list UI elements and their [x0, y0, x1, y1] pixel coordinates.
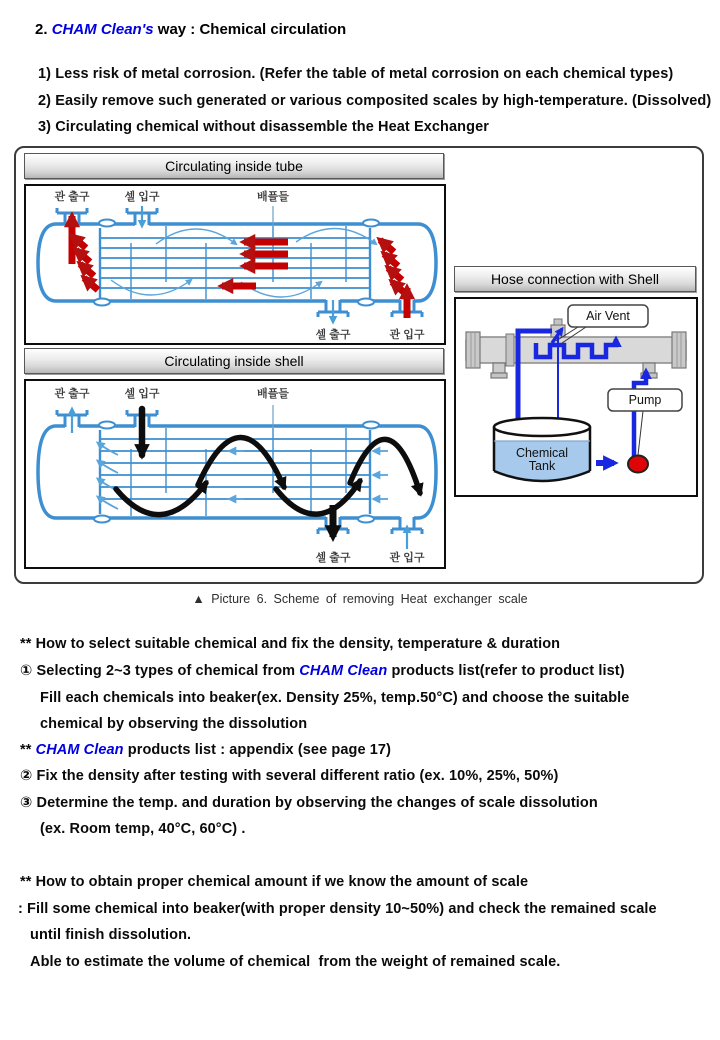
- pump-label: Pump: [628, 393, 662, 407]
- note-post: products list : appendix (see page 17): [123, 742, 392, 758]
- pump-icon: [628, 456, 648, 473]
- page-title: [35, 21, 346, 38]
- bullet-2: 2) Easily remove such generated or various composited scales by high-temperature. (Dissolved): [38, 93, 712, 109]
- figure-panel: [14, 146, 704, 584]
- tube-panel-header: [24, 153, 444, 179]
- title-number: 2.: [35, 21, 52, 38]
- section1-heading: ** How to select suitable chemical and fix the density, temperature & duration: [20, 636, 561, 652]
- section2-line2: until finish dissolution.: [30, 927, 192, 943]
- bullet-3: 3) Circulating chemical without disassemble the Heat Exchanger: [38, 119, 489, 135]
- chemical-tank: [494, 418, 590, 481]
- label-tube-outlet: 관 출구: [54, 191, 90, 203]
- pump-callout: [608, 389, 682, 455]
- shell-diagram: [24, 379, 446, 569]
- shell-panel-title: Circulating inside shell: [164, 353, 304, 369]
- label-tube-inlet: 관 입구: [389, 329, 425, 341]
- section2-heading: ** How to obtain proper chemical amount if we know the amount of scale: [20, 874, 529, 890]
- step-1: [20, 663, 625, 679]
- figure-caption: ▲ Picture 6. Scheme of removing Heat exchanger scale: [192, 592, 528, 606]
- label-baffles: 배플들: [257, 191, 289, 203]
- label-baffles: 배플들: [257, 388, 289, 400]
- label-tube-inlet: 관 입구: [389, 552, 425, 564]
- step-3: ③ Determine the temp. and duration by observing the changes of scale dissolution: [20, 795, 598, 811]
- step-2: ② Fix the density after testing with several different ratio (ex. 10%, 25%, 50%): [20, 768, 559, 784]
- step-3-cont: (ex. Room temp, 40°C, 60°C) .: [40, 821, 246, 837]
- shell-circulation-drawing: [26, 381, 444, 567]
- hose-diagram: [454, 297, 698, 497]
- tank-label-line1: Chemical: [515, 446, 569, 460]
- label-shell-outlet: 셀 출구: [315, 552, 351, 564]
- bullet-1: 1) Less risk of metal corrosion. (Refer the table of metal corrosion on each chemical types): [38, 66, 674, 82]
- label-tube-outlet: 관 출구: [54, 388, 90, 400]
- label-shell-outlet: 셀 출구: [315, 329, 351, 341]
- brand-text: CHAM Clean's: [51, 21, 154, 38]
- label-shell-inlet: 셀 입구: [124, 388, 160, 400]
- tank-label-line2: Tank: [528, 459, 556, 473]
- air-vent-label: Air Vent: [586, 309, 630, 323]
- hose-panel-header: [454, 266, 696, 292]
- step-1-pre: ① Selecting 2~3 types of chemical from: [20, 663, 300, 679]
- section2-line1: : Fill some chemical into beaker(with proper density 10~50%) and check the remained scale: [18, 901, 657, 917]
- step-1-post: products list(refer to product list): [387, 663, 625, 679]
- label-shell-inlet: 셀 입구: [124, 191, 160, 203]
- shell-panel-header: [24, 348, 444, 374]
- step-1-brand: CHAM Clean: [299, 663, 388, 679]
- tube-diagram: [24, 184, 446, 345]
- note-pre: **: [20, 742, 36, 758]
- section2-line3: Able to estimate the volume of chemical from the weight of remained scale.: [30, 954, 561, 970]
- note-brand: CHAM Clean: [35, 742, 124, 758]
- step-1-cont-2: chemical by observing the dissolution: [40, 716, 308, 732]
- hose-panel-title: Hose connection with Shell: [490, 271, 660, 287]
- tube-circulation-drawing: [26, 186, 444, 343]
- tube-panel-title: Circulating inside tube: [165, 158, 303, 174]
- hose-connection-drawing: [456, 299, 696, 495]
- step-1-cont-1: Fill each chemicals into beaker(ex. Density 25%, temp.50°C) and choose the suitable: [40, 690, 630, 706]
- products-list-note: [20, 742, 391, 758]
- title-rest: way : Chemical circulation: [153, 21, 347, 38]
